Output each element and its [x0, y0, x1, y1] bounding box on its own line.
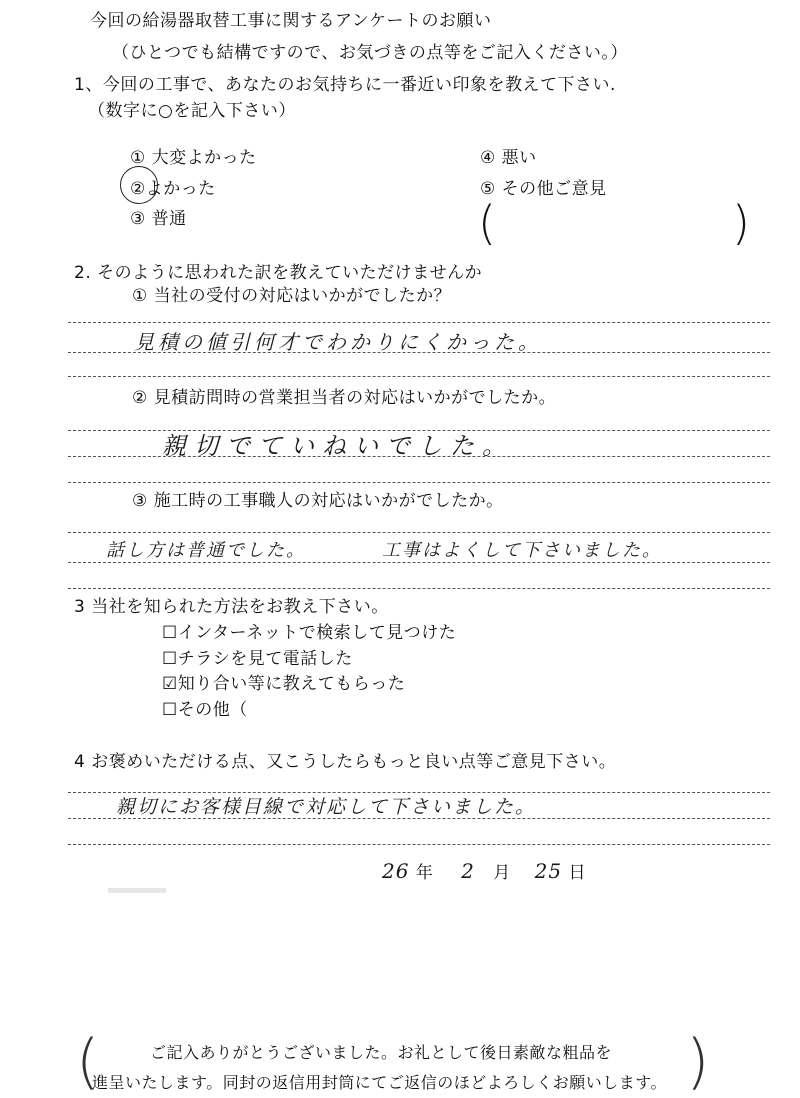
q1-option-5[interactable]: ⑤ その他ご意見	[480, 179, 607, 199]
q2-answer2: 親切でていねいでした。	[162, 432, 514, 460]
survey-title: 今回の給湯器取替工事に関するアンケートのお願い	[90, 11, 492, 31]
date-day: 25	[534, 859, 563, 883]
dotted-line	[68, 844, 770, 845]
footer-bracket-left: (	[76, 1027, 100, 1097]
q3-option-other[interactable]: ☐その他（	[162, 700, 248, 720]
q2-answer3b: 工事はよくして下さいました。	[382, 540, 662, 561]
survey-subtitle: （ひとつでも結構ですので、お気づきの点等をご記入ください。）	[112, 43, 628, 63]
date-year: 26	[382, 859, 410, 883]
scan-smudge	[108, 888, 166, 893]
q1-option-4[interactable]: ④ 悪い	[480, 148, 537, 168]
q1-option-2[interactable]: ②よかった	[130, 179, 216, 199]
dotted-line	[68, 352, 770, 353]
q1-option-1[interactable]: ① 大変よかった	[130, 148, 257, 168]
q2-question: 2. そのように思われた訳を教えていただけませんか	[74, 263, 483, 283]
q2-answer3a: 話し方は普通でした。	[106, 540, 306, 561]
q1-other-paren-open: (	[478, 196, 496, 250]
date-day-unit: 日	[568, 863, 586, 883]
q2-sub3: ③ 施工時の工事職人の対応はいかがでしたか。	[132, 491, 504, 511]
q2-sub1: ① 当社の受付の対応はいかがでしたか？	[132, 286, 452, 306]
q3-option-acquaintance[interactable]: ☑知り合い等に教えてもらった	[162, 674, 406, 694]
footer-line-1: ご記入ありがとうございました。お礼として後日素敵な粗品を	[150, 1043, 613, 1062]
q3-question: 3 当社を知られた方法をお教え下さい。	[74, 597, 389, 617]
date-year-unit: 年	[415, 863, 433, 883]
footer-bracket-right: )	[686, 1027, 710, 1097]
dotted-line	[68, 482, 770, 483]
q1-option-3[interactable]: ③ 普通	[130, 209, 187, 229]
dotted-line	[68, 818, 770, 819]
dotted-line	[68, 588, 770, 589]
date-month-unit: 月	[493, 863, 511, 883]
q3-option-internet[interactable]: ☐インターネットで検索して見つけた	[162, 623, 457, 643]
date-month: 2	[461, 859, 475, 883]
dotted-line	[68, 562, 770, 563]
q1-instruction: （数字に○を記入下さい）	[88, 101, 296, 121]
dotted-line	[68, 532, 770, 533]
q3-option-flyer[interactable]: ☐チラシを見て電話した	[162, 649, 353, 669]
footer-line-2: 進呈いたします。同封の返信用封筒にてご返信のほどよろしくお願いします。	[92, 1073, 667, 1092]
q1-question: 1、今回の工事で、あなたのお気持ちに一番近い印象を教えて下さい.	[74, 75, 616, 95]
dotted-line	[68, 456, 770, 457]
date-line	[382, 858, 585, 883]
q2-sub2: ② 見積訪問時の営業担当者の対応はいかがでしたか。	[132, 388, 557, 408]
dotted-line	[68, 376, 770, 377]
q2-answer1: 見積の値引何才でわかりにくかった。	[134, 330, 542, 354]
q1-other-paren-close: )	[732, 196, 750, 250]
dotted-line	[68, 322, 770, 323]
q4-answer: 親切にお客様目線で対応して下さいました。	[116, 796, 537, 818]
q4-question: 4 お褒めいただける点、又こうしたらもっと良い点等ご意見下さい。	[74, 752, 617, 772]
